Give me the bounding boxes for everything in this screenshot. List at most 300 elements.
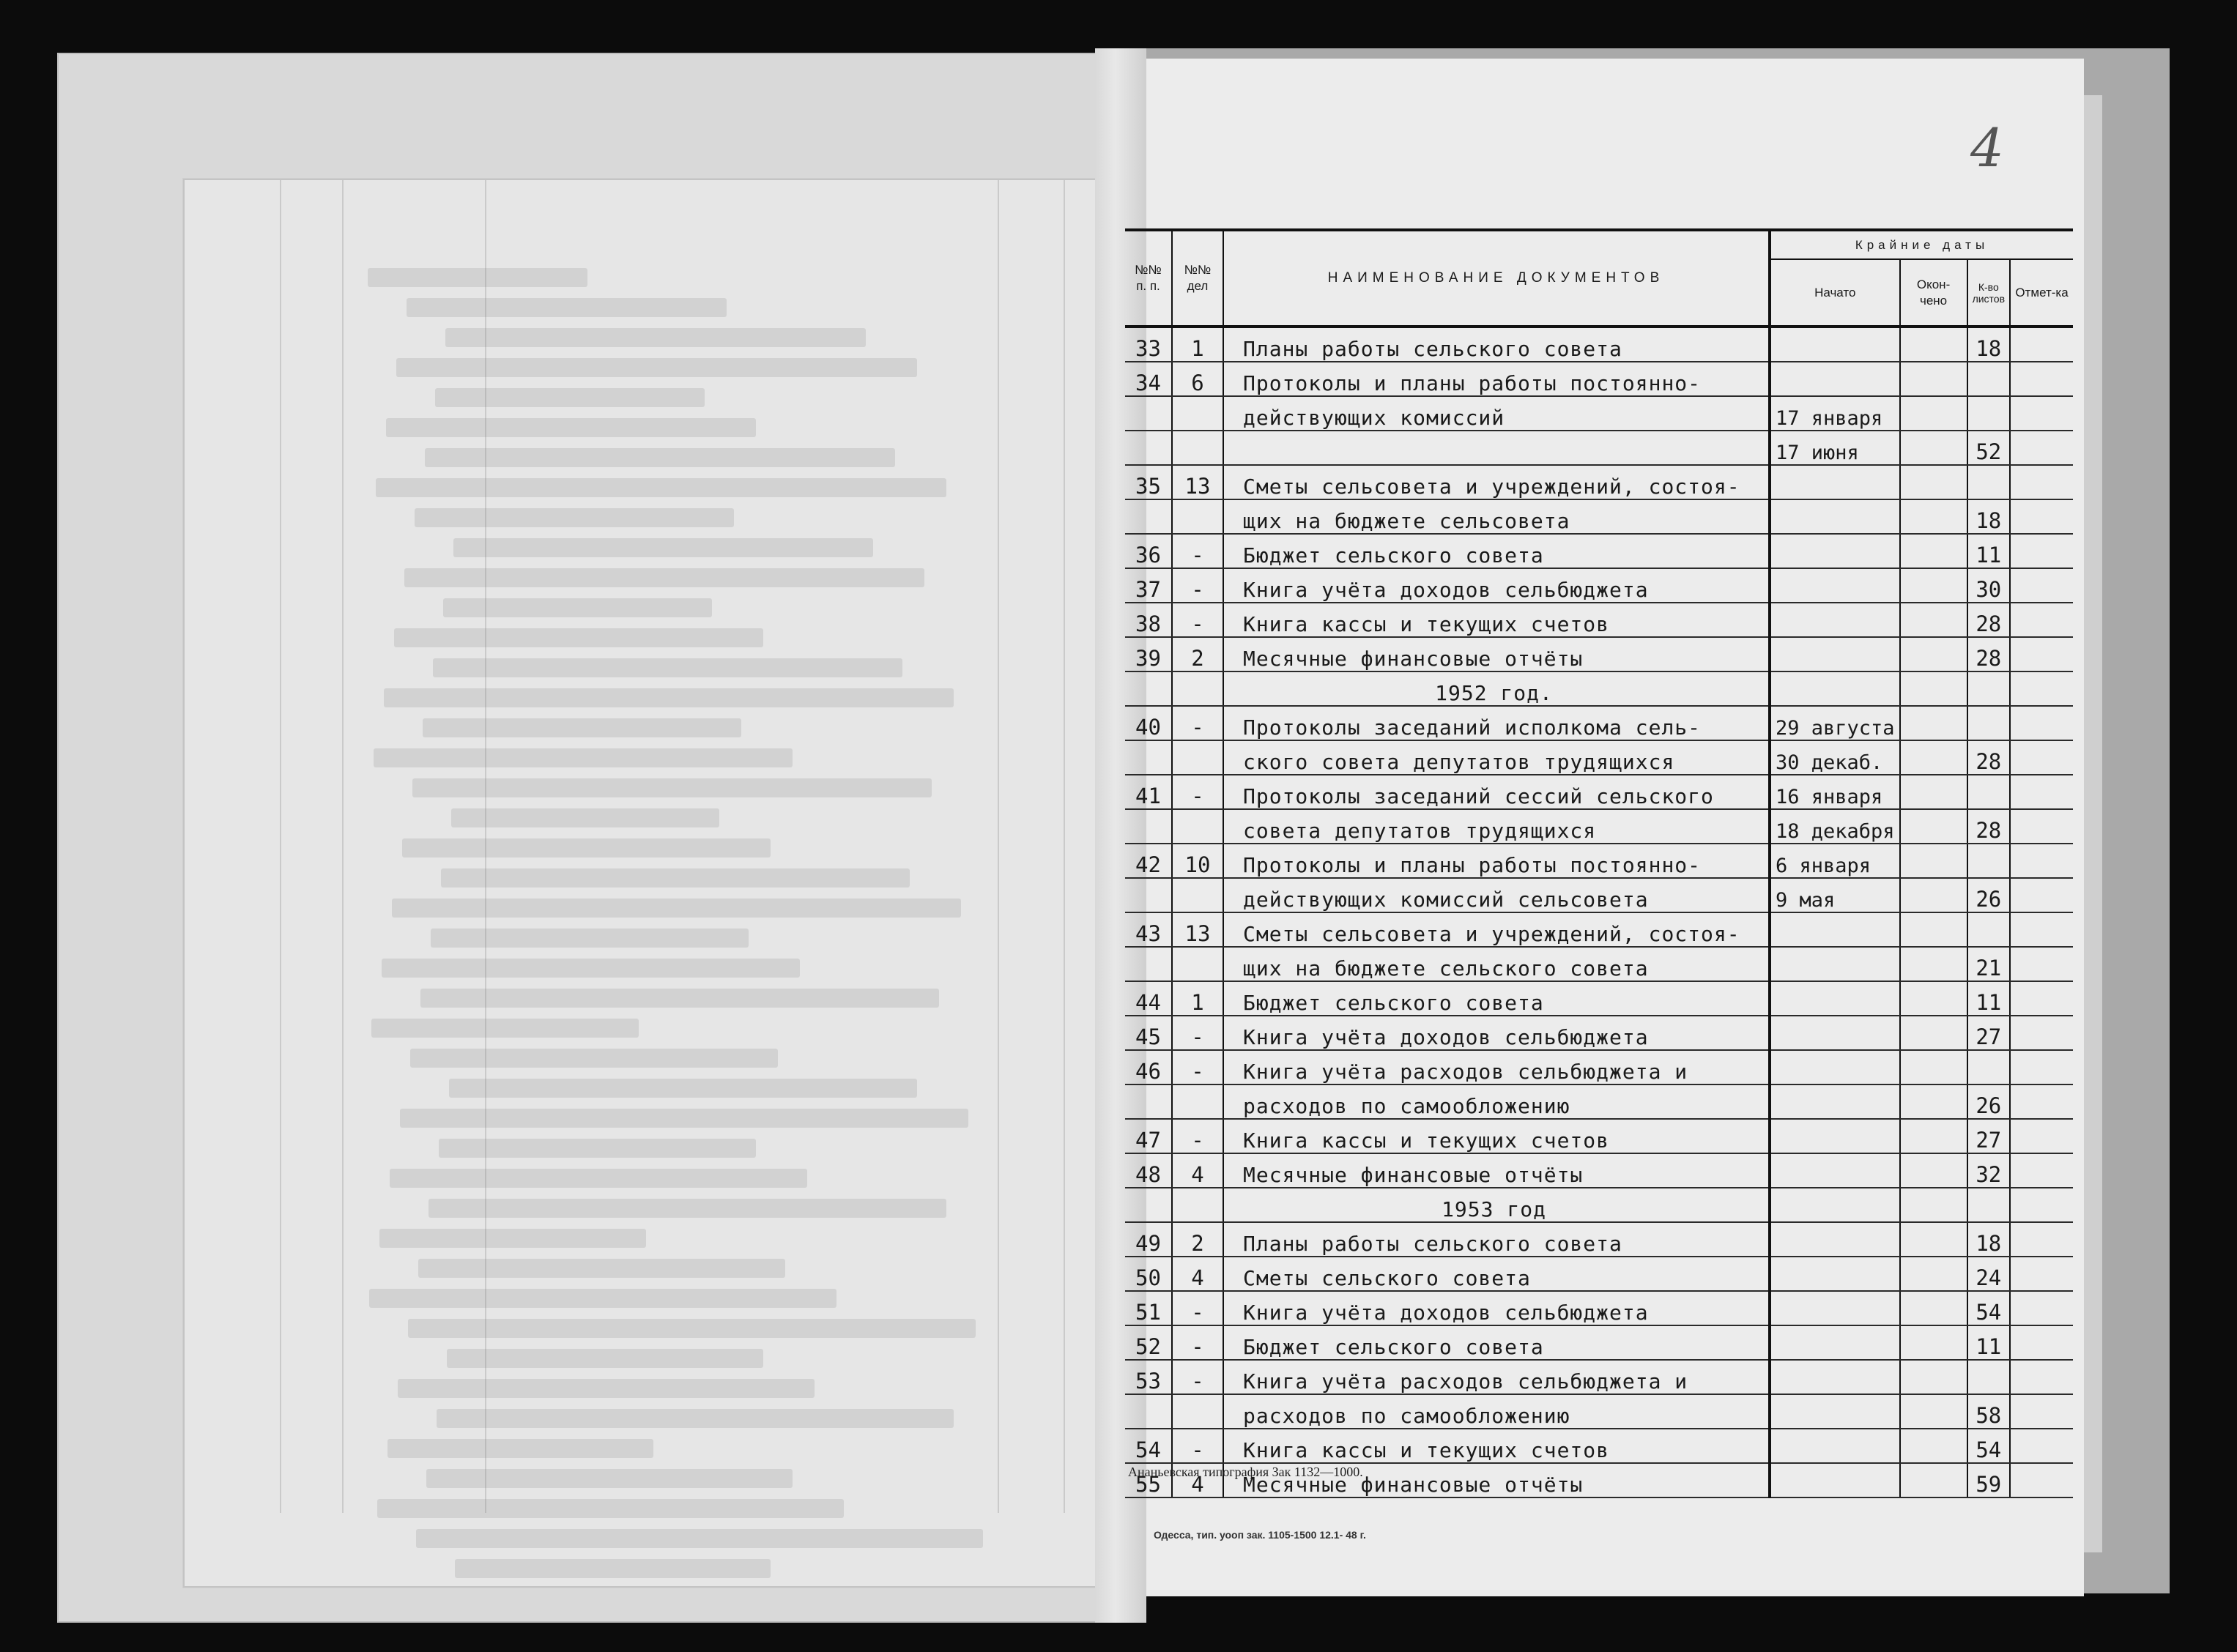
row-number: 35	[1125, 465, 1172, 499]
row-sheets	[1967, 396, 2010, 431]
bleed-through-column	[1064, 180, 1065, 1513]
table-row	[1125, 878, 2073, 912]
row-title: Книга учёта доходов сельбюджета	[1223, 1291, 1770, 1325]
row-start-date	[1770, 1291, 1900, 1325]
table-row	[1125, 947, 2073, 981]
col-header-number: №№ п. п.	[1125, 230, 1172, 327]
row-delo	[1172, 1084, 1223, 1119]
bleed-through-line	[420, 989, 939, 1008]
table-row	[1125, 1325, 2073, 1360]
row-delo: -	[1172, 1050, 1223, 1084]
row-title: Протоколы и планы работы постоянно-	[1223, 844, 1770, 878]
row-title: Месячные финансовые отчёты	[1223, 1463, 1770, 1497]
printer-colophon: Ананьевская типография Зак 1132—1000.	[1128, 1465, 1363, 1479]
row-note	[2010, 671, 2073, 706]
row-number	[1125, 878, 1172, 912]
bleed-through-line	[374, 748, 793, 767]
row-delo: 4	[1172, 1463, 1223, 1497]
row-end-date	[1900, 706, 1967, 740]
row-start-date	[1770, 671, 1900, 706]
row-title: Протоколы заседаний сессий сельского	[1223, 775, 1770, 809]
row-delo	[1172, 431, 1223, 465]
row-start-date	[1770, 327, 1900, 362]
row-end-date	[1900, 465, 1967, 499]
bleed-through-column	[485, 180, 486, 1513]
bleed-through-line	[435, 388, 705, 407]
bleed-through-line	[431, 929, 749, 948]
row-note	[2010, 1119, 2073, 1153]
row-start-date	[1770, 1360, 1900, 1394]
row-delo: 2	[1172, 637, 1223, 671]
row-title: Книга учёта расходов сельбюджета и	[1223, 1360, 1770, 1394]
row-delo: -	[1172, 1119, 1223, 1153]
row-end-date	[1900, 1394, 1967, 1429]
row-start-date	[1770, 603, 1900, 637]
row-number: 36	[1125, 534, 1172, 568]
bleed-through-line	[449, 1079, 917, 1098]
row-end-date	[1900, 878, 1967, 912]
row-start-date: 17 января	[1770, 396, 1900, 431]
table-row	[1125, 465, 2073, 499]
row-end-date	[1900, 534, 1967, 568]
row-delo: -	[1172, 603, 1223, 637]
row-delo: -	[1172, 775, 1223, 809]
year-row	[1125, 671, 2073, 706]
row-start-date	[1770, 534, 1900, 568]
row-number: 51	[1125, 1291, 1172, 1325]
row-number: 39	[1125, 637, 1172, 671]
row-note	[2010, 1463, 2073, 1497]
bleed-through-column	[342, 180, 344, 1513]
row-sheets	[1967, 1360, 2010, 1394]
col-header-delo: №№ дел	[1172, 230, 1223, 327]
row-start-date	[1770, 1188, 1900, 1222]
row-start-date	[1770, 465, 1900, 499]
row-start-date: 16 января	[1770, 775, 1900, 809]
footer-imprint: Одесса, тип. уоoп зак. 1105-1500 12.1- 48 г.	[1154, 1529, 1366, 1541]
table-row	[1125, 1360, 2073, 1394]
row-start-date	[1770, 912, 1900, 947]
row-delo: 4	[1172, 1257, 1223, 1291]
row-delo: -	[1172, 1291, 1223, 1325]
row-delo: -	[1172, 534, 1223, 568]
table-row	[1125, 1429, 2073, 1463]
row-start-date	[1770, 1084, 1900, 1119]
row-number: 53	[1125, 1360, 1172, 1394]
row-sheets: 21	[1967, 947, 2010, 981]
row-delo: -	[1172, 706, 1223, 740]
row-start-date	[1770, 1463, 1900, 1497]
row-delo	[1172, 396, 1223, 431]
row-delo: 1	[1172, 981, 1223, 1016]
table-row	[1125, 431, 2073, 465]
bleed-through-line	[415, 508, 734, 527]
bleed-through-line	[426, 1469, 793, 1488]
row-end-date	[1900, 1188, 1967, 1222]
row-sheets: 11	[1967, 534, 2010, 568]
row-sheets: 28	[1967, 740, 2010, 775]
row-note	[2010, 362, 2073, 396]
row-note	[2010, 499, 2073, 534]
row-title: Сметы сельского совета	[1223, 1257, 1770, 1291]
row-end-date	[1900, 396, 1967, 431]
row-title: расходов по самообложению	[1223, 1394, 1770, 1429]
row-note	[2010, 740, 2073, 775]
row-end-date	[1900, 1360, 1967, 1394]
row-sheets: 28	[1967, 809, 2010, 844]
row-start-date	[1770, 637, 1900, 671]
bleed-through-line	[429, 1199, 946, 1218]
row-end-date	[1900, 844, 1967, 878]
row-start-date	[1770, 1325, 1900, 1360]
row-delo: 4	[1172, 1153, 1223, 1188]
bleed-through-line	[437, 1409, 954, 1428]
row-start-date	[1770, 1222, 1900, 1257]
row-number: 48	[1125, 1153, 1172, 1188]
row-end-date	[1900, 327, 1967, 362]
row-end-date	[1900, 1325, 1967, 1360]
row-end-date	[1900, 431, 1967, 465]
bleed-through-line	[451, 808, 719, 827]
row-delo: 13	[1172, 465, 1223, 499]
bleed-through-line	[386, 418, 756, 437]
row-number	[1125, 499, 1172, 534]
row-note	[2010, 1084, 2073, 1119]
bleed-through-column	[280, 180, 281, 1513]
row-note	[2010, 1222, 2073, 1257]
bleed-through-line	[392, 898, 961, 918]
row-title: Бюджет сельского совета	[1223, 534, 1770, 568]
row-number: 43	[1125, 912, 1172, 947]
bleed-through-line	[445, 328, 866, 347]
row-end-date	[1900, 499, 1967, 534]
row-note	[2010, 809, 2073, 844]
row-title: 1953 год	[1223, 1188, 1770, 1222]
row-note	[2010, 465, 2073, 499]
row-number: 38	[1125, 603, 1172, 637]
row-number	[1125, 809, 1172, 844]
row-end-date	[1900, 1222, 1967, 1257]
row-delo: 2	[1172, 1222, 1223, 1257]
table-row	[1125, 637, 2073, 671]
row-sheets	[1967, 465, 2010, 499]
row-delo: -	[1172, 1429, 1223, 1463]
row-sheets: 28	[1967, 603, 2010, 637]
row-title: Книга учёта расходов сельбюджета и	[1223, 1050, 1770, 1084]
bleed-through-line	[441, 868, 910, 888]
row-start-date: 6 января	[1770, 844, 1900, 878]
row-end-date	[1900, 568, 1967, 603]
row-number: 46	[1125, 1050, 1172, 1084]
row-title: Книга учёта доходов сельбюджета	[1223, 1016, 1770, 1050]
row-title: действующих комиссий	[1223, 396, 1770, 431]
bleed-through-line	[371, 1019, 639, 1038]
row-title: Бюджет сельского совета	[1223, 1325, 1770, 1360]
row-number: 34	[1125, 362, 1172, 396]
bleed-through-line	[396, 358, 917, 377]
row-note	[2010, 912, 2073, 947]
row-number: 41	[1125, 775, 1172, 809]
row-number	[1125, 431, 1172, 465]
row-title	[1223, 431, 1770, 465]
col-header-note: Отмет-ка	[2010, 259, 2073, 327]
row-end-date	[1900, 1119, 1967, 1153]
row-end-date	[1900, 1463, 1967, 1497]
row-sheets: 24	[1967, 1257, 2010, 1291]
page-number: 4	[1970, 117, 2004, 179]
row-start-date	[1770, 1429, 1900, 1463]
row-title: совета депутатов трудящихся	[1223, 809, 1770, 844]
row-end-date	[1900, 809, 1967, 844]
documents-table	[1125, 228, 2073, 1498]
row-note	[2010, 1188, 2073, 1222]
row-sheets: 54	[1967, 1429, 2010, 1463]
bleed-through-line	[423, 718, 741, 737]
row-sheets: 11	[1967, 981, 2010, 1016]
row-end-date	[1900, 1050, 1967, 1084]
bleed-through-column	[998, 180, 999, 1513]
bleed-through-line	[453, 538, 873, 557]
row-sheets	[1967, 362, 2010, 396]
bleed-through-line	[455, 1559, 771, 1578]
bleed-through-line	[368, 268, 587, 287]
row-delo	[1172, 1188, 1223, 1222]
row-note	[2010, 947, 2073, 981]
row-end-date	[1900, 1429, 1967, 1463]
row-start-date	[1770, 499, 1900, 534]
row-start-date	[1770, 947, 1900, 981]
bleed-through-line	[384, 688, 954, 707]
bleed-through-line	[425, 448, 895, 467]
row-title: Сметы сельсовета и учреждений, состоя-	[1223, 465, 1770, 499]
row-note	[2010, 603, 2073, 637]
row-note	[2010, 1050, 2073, 1084]
row-title: Книга кассы и текущих счетов	[1223, 603, 1770, 637]
bleed-through-line	[416, 1529, 983, 1548]
table-row	[1125, 396, 2073, 431]
row-title: действующих комиссий сельсовета	[1223, 878, 1770, 912]
row-end-date	[1900, 775, 1967, 809]
bleed-through-line	[402, 838, 771, 857]
row-number: 47	[1125, 1119, 1172, 1153]
row-sheets	[1967, 775, 2010, 809]
row-note	[2010, 775, 2073, 809]
row-number	[1125, 396, 1172, 431]
row-note	[2010, 568, 2073, 603]
row-title: 1952 год.	[1223, 671, 1770, 706]
row-delo: -	[1172, 1325, 1223, 1360]
table-row	[1125, 706, 2073, 740]
row-end-date	[1900, 1153, 1967, 1188]
row-number: 40	[1125, 706, 1172, 740]
row-delo: -	[1172, 1360, 1223, 1394]
col-header-sheets: К-во листов	[1967, 259, 2010, 327]
row-sheets: 18	[1967, 1222, 2010, 1257]
row-title: щих на бюджете сельского совета	[1223, 947, 1770, 981]
row-start-date: 29 августа	[1770, 706, 1900, 740]
row-sheets: 59	[1967, 1463, 2010, 1497]
row-end-date	[1900, 1084, 1967, 1119]
table-row	[1125, 981, 2073, 1016]
row-start-date	[1770, 1257, 1900, 1291]
row-title: Книга кассы и текущих счетов	[1223, 1119, 1770, 1153]
bleed-through-line	[382, 959, 800, 978]
table-row	[1125, 844, 2073, 878]
col-header-dates-group: Крайние даты	[1770, 230, 2073, 259]
col-header-title: НАИМЕНОВАНИЕ ДОКУМЕНТОВ	[1223, 230, 1770, 327]
row-sheets	[1967, 1050, 2010, 1084]
row-number	[1125, 1394, 1172, 1429]
row-note	[2010, 1153, 2073, 1188]
row-title: Протоколы заседаний исполкома сель-	[1223, 706, 1770, 740]
row-note	[2010, 327, 2073, 362]
row-end-date	[1900, 947, 1967, 981]
row-title: Книга учёта доходов сельбюджета	[1223, 568, 1770, 603]
row-number: 52	[1125, 1325, 1172, 1360]
row-end-date	[1900, 740, 1967, 775]
row-note	[2010, 878, 2073, 912]
row-end-date	[1900, 912, 1967, 947]
row-number	[1125, 947, 1172, 981]
row-start-date	[1770, 568, 1900, 603]
table-row	[1125, 740, 2073, 775]
row-number: 55	[1125, 1463, 1172, 1497]
row-end-date	[1900, 603, 1967, 637]
row-number: 54	[1125, 1429, 1172, 1463]
row-note	[2010, 1360, 2073, 1394]
row-number: 44	[1125, 981, 1172, 1016]
row-sheets	[1967, 844, 2010, 878]
row-start-date	[1770, 1119, 1900, 1153]
row-note	[2010, 1394, 2073, 1429]
table-row	[1125, 603, 2073, 637]
row-note	[2010, 981, 2073, 1016]
row-end-date	[1900, 981, 1967, 1016]
row-delo	[1172, 809, 1223, 844]
row-title: Бюджет сельского совета	[1223, 981, 1770, 1016]
row-sheets	[1967, 912, 2010, 947]
table-row	[1125, 568, 2073, 603]
year-row	[1125, 1188, 2073, 1222]
row-sheets: 26	[1967, 1084, 2010, 1119]
row-delo: 13	[1172, 912, 1223, 947]
row-end-date	[1900, 637, 1967, 671]
row-title: щих на бюджете сельсовета	[1223, 499, 1770, 534]
bleed-through-line	[404, 568, 924, 587]
row-note	[2010, 1016, 2073, 1050]
row-end-date	[1900, 362, 1967, 396]
row-number: 42	[1125, 844, 1172, 878]
left-page	[57, 53, 1108, 1623]
col-header-start: Начато	[1770, 259, 1900, 327]
row-number	[1125, 1188, 1172, 1222]
row-number: 45	[1125, 1016, 1172, 1050]
row-sheets: 58	[1967, 1394, 2010, 1429]
bleed-through-line	[398, 1379, 815, 1398]
bleed-through-line	[433, 658, 902, 677]
table-row	[1125, 1016, 2073, 1050]
row-delo: -	[1172, 1016, 1223, 1050]
row-sheets: 54	[1967, 1291, 2010, 1325]
bleed-through-line	[376, 478, 946, 497]
row-title: Сметы сельсовета и учреждений, состоя-	[1223, 912, 1770, 947]
table-row	[1125, 1119, 2073, 1153]
bleed-through-line	[369, 1289, 836, 1308]
row-start-date: 17 июня	[1770, 431, 1900, 465]
bleed-through-line	[379, 1229, 646, 1248]
row-delo	[1172, 671, 1223, 706]
row-delo: 6	[1172, 362, 1223, 396]
bleed-through-line	[447, 1349, 763, 1368]
row-start-date	[1770, 362, 1900, 396]
row-start-date	[1770, 1050, 1900, 1084]
row-start-date	[1770, 1394, 1900, 1429]
row-number	[1125, 740, 1172, 775]
row-sheets: 27	[1967, 1119, 2010, 1153]
row-sheets: 32	[1967, 1153, 2010, 1188]
row-delo	[1172, 947, 1223, 981]
table-row	[1125, 1222, 2073, 1257]
row-title: Месячные финансовые отчёты	[1223, 1153, 1770, 1188]
row-start-date: 9 мая	[1770, 878, 1900, 912]
row-note	[2010, 1325, 2073, 1360]
row-number	[1125, 671, 1172, 706]
row-note	[2010, 396, 2073, 431]
row-number: 33	[1125, 327, 1172, 362]
row-note	[2010, 706, 2073, 740]
row-sheets	[1967, 1188, 2010, 1222]
table-row	[1125, 1257, 2073, 1291]
row-delo	[1172, 878, 1223, 912]
left-page-form	[183, 179, 1138, 1588]
row-note	[2010, 637, 2073, 671]
row-start-date	[1770, 1153, 1900, 1188]
col-header-end: Окон-чено	[1900, 259, 1967, 327]
row-end-date	[1900, 1016, 1967, 1050]
row-title: Планы работы сельского совета	[1223, 327, 1770, 362]
row-number: 49	[1125, 1222, 1172, 1257]
row-note	[2010, 534, 2073, 568]
bleed-through-line	[407, 298, 727, 317]
row-sheets	[1967, 671, 2010, 706]
row-delo: 1	[1172, 327, 1223, 362]
row-start-date	[1770, 1016, 1900, 1050]
row-sheets	[1967, 706, 2010, 740]
bleed-through-line	[418, 1259, 785, 1278]
row-note	[2010, 1429, 2073, 1463]
bleed-through-line	[387, 1439, 653, 1458]
row-start-date	[1770, 981, 1900, 1016]
row-title: ского совета депутатов трудящихся	[1223, 740, 1770, 775]
bleed-through-line	[410, 1049, 778, 1068]
row-sheets: 28	[1967, 637, 2010, 671]
row-sheets: 11	[1967, 1325, 2010, 1360]
bleed-through-line	[408, 1319, 976, 1338]
table-row	[1125, 499, 2073, 534]
table-row	[1125, 809, 2073, 844]
table-row	[1125, 1084, 2073, 1119]
bleed-through-line	[412, 778, 932, 797]
row-end-date	[1900, 1291, 1967, 1325]
row-number	[1125, 1084, 1172, 1119]
table-row	[1125, 362, 2073, 396]
table-row	[1125, 1153, 2073, 1188]
row-delo: 10	[1172, 844, 1223, 878]
table-row	[1125, 327, 2073, 362]
row-end-date	[1900, 1257, 1967, 1291]
bleed-through-line	[443, 598, 712, 617]
table-row	[1125, 1050, 2073, 1084]
